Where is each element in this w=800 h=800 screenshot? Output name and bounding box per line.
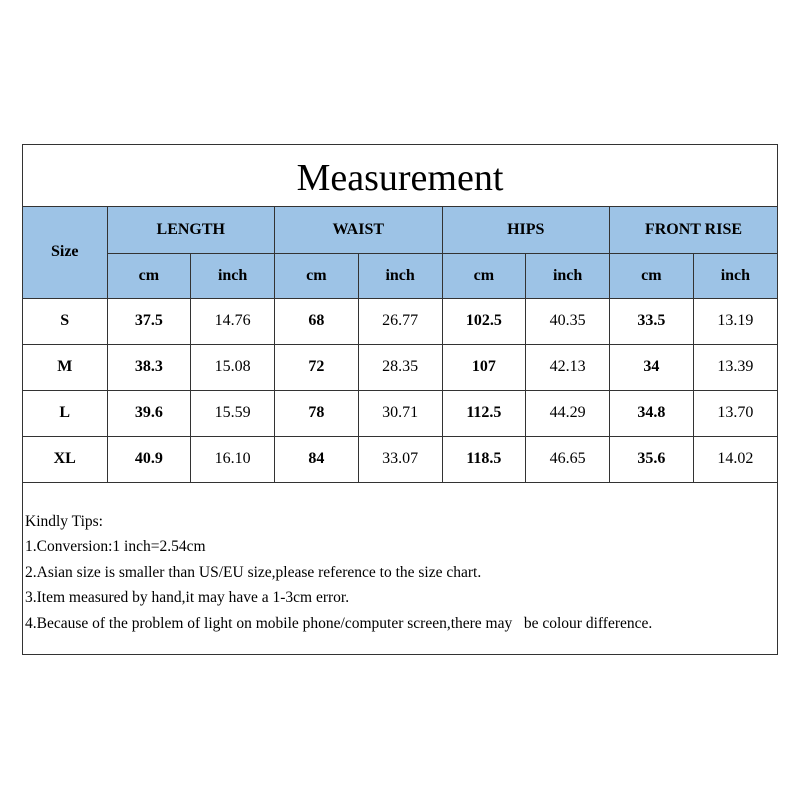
hips-inch-cell: 40.35 [526, 298, 610, 344]
header-row-groups [23, 207, 777, 253]
length-cm-cell: 40.9 [107, 436, 191, 482]
waist-inch-cell: 28.35 [358, 344, 442, 390]
waist-cm-cell: 68 [275, 298, 359, 344]
length-cm-cell: 39.6 [107, 390, 191, 436]
waist-cm-cell: 72 [275, 344, 359, 390]
length-inch-cell: 16.10 [191, 436, 275, 482]
front-rise-cm-cell: 33.5 [610, 298, 694, 344]
size-cell: L [23, 390, 107, 436]
front-rise-inch-cell: 13.70 [693, 390, 777, 436]
unit-header-cm: cm [275, 253, 359, 298]
hips-cm-cell: 112.5 [442, 390, 526, 436]
waist-inch-cell: 30.71 [358, 390, 442, 436]
chart-title: Measurement [23, 145, 777, 207]
front-rise-inch-cell: 14.02 [693, 436, 777, 482]
kindly-tips [23, 483, 777, 637]
table-row-l [23, 390, 777, 436]
measurement-chart [22, 144, 778, 655]
group-header-length: LENGTH [107, 207, 275, 253]
group-header-hips: HIPS [442, 207, 610, 253]
length-inch-cell: 14.76 [191, 298, 275, 344]
unit-header-cm: cm [610, 253, 694, 298]
size-cell: S [23, 298, 107, 344]
hips-cm-cell: 118.5 [442, 436, 526, 482]
group-header-front-rise: FRONT RISE [610, 207, 778, 253]
front-rise-cm-cell: 35.6 [610, 436, 694, 482]
size-table [23, 207, 777, 483]
unit-header-inch: inch [358, 253, 442, 298]
header-row-units [23, 253, 777, 298]
front-rise-inch-cell: 13.39 [693, 344, 777, 390]
front-rise-cm-cell: 34 [610, 344, 694, 390]
hips-inch-cell: 44.29 [526, 390, 610, 436]
hips-inch-cell: 42.13 [526, 344, 610, 390]
length-cm-cell: 38.3 [107, 344, 191, 390]
length-inch-cell: 15.59 [191, 390, 275, 436]
hips-inch-cell: 46.65 [526, 436, 610, 482]
unit-header-cm: cm [107, 253, 191, 298]
front-rise-cm-cell: 34.8 [610, 390, 694, 436]
group-header-waist: WAIST [275, 207, 443, 253]
tips-heading: Kindly Tips: [25, 512, 103, 530]
front-rise-inch-cell: 13.19 [693, 298, 777, 344]
waist-inch-cell: 33.07 [358, 436, 442, 482]
tip-item: 3.Item measured by hand,it may have a 1-3cm error. [25, 589, 350, 606]
unit-header-cm: cm [442, 253, 526, 298]
table-row-xl [23, 436, 777, 482]
hips-cm-cell: 107 [442, 344, 526, 390]
waist-cm-cell: 78 [275, 390, 359, 436]
tip-item: 2.Asian size is smaller than US/EU size,please reference to the size chart. [25, 563, 482, 581]
unit-header-inch: inch [191, 253, 275, 298]
length-inch-cell: 15.08 [191, 344, 275, 390]
unit-header-inch: inch [526, 253, 610, 298]
size-cell: XL [23, 436, 107, 482]
tip-item: 4.Because of the problem of light on mobile phone/computer screen,there may be colour difference. [25, 614, 653, 632]
size-cell: M [23, 344, 107, 390]
table-row-s [23, 298, 777, 344]
size-column-header: Size [23, 207, 107, 298]
waist-cm-cell: 84 [275, 436, 359, 482]
unit-header-inch: inch [693, 253, 777, 298]
table-row-m [23, 344, 777, 390]
tip-item: 1.Conversion:1 inch=2.54cm [25, 538, 206, 555]
waist-inch-cell: 26.77 [358, 298, 442, 344]
length-cm-cell: 37.5 [107, 298, 191, 344]
hips-cm-cell: 102.5 [442, 298, 526, 344]
